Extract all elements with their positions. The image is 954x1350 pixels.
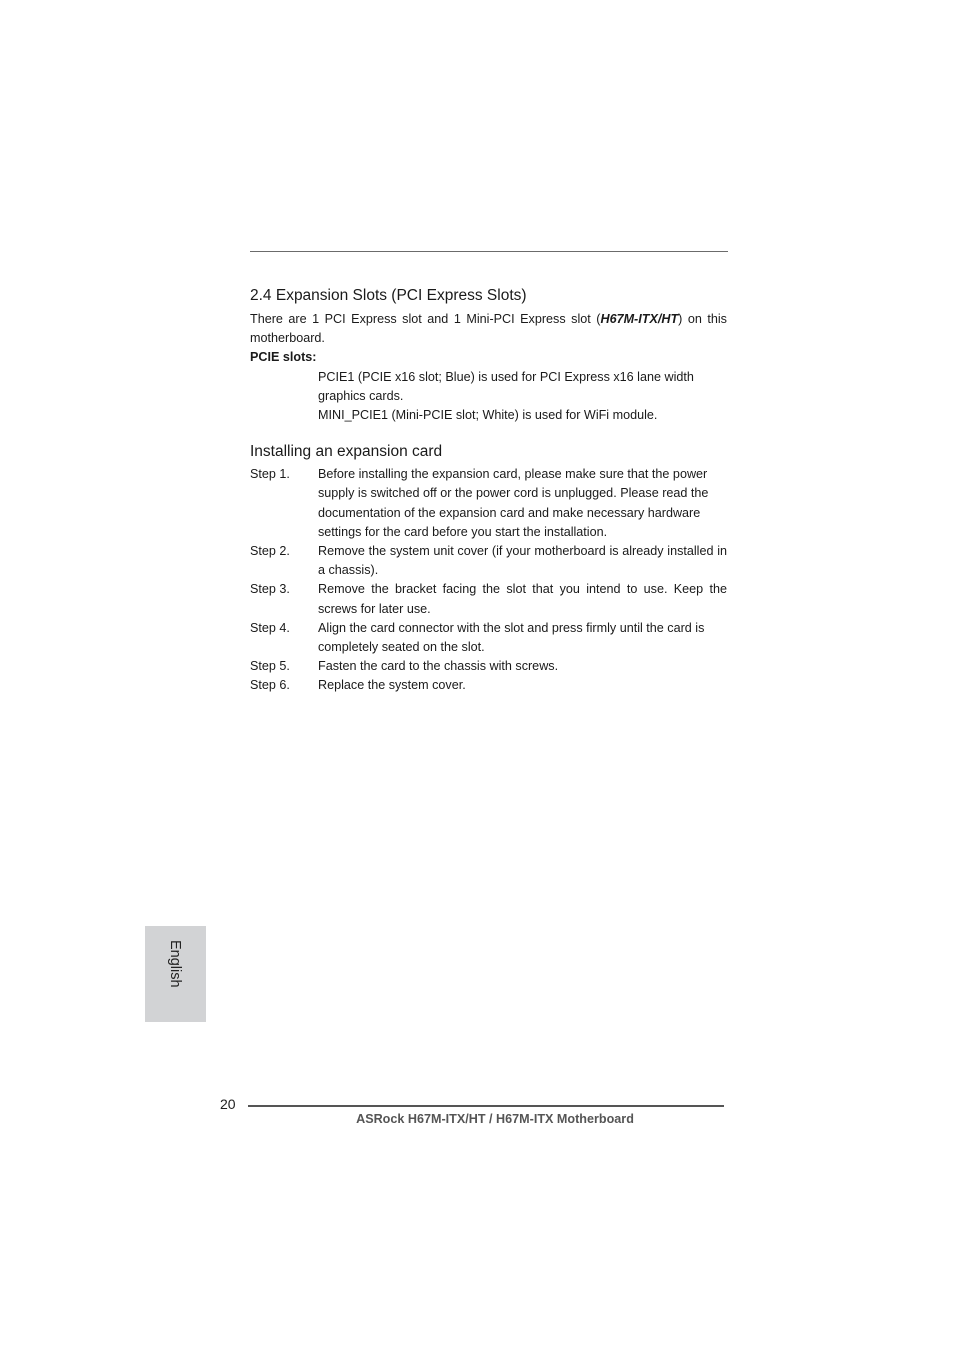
step-6 [250,676,727,695]
step-2 [250,542,727,580]
language-tab-label: English [167,940,183,988]
step-number: Step 6. [250,678,290,693]
step-4 [250,619,727,657]
step-text: Remove the bracket facing the slot that you intend to use. Keep the screws for later use. [318,582,727,616]
footer-rule [248,1105,724,1107]
header-rule [250,251,728,252]
step-number: Step 3. [250,582,290,597]
step-text: Align the card connector with the slot and press firmly until the card is completely seated on the slot. [318,620,705,655]
step-3 [250,580,727,618]
model-name: H67M-ITX/HT [600,312,679,326]
step-text: Before installing the expansion card, please make sure that the power supply is switched off or the power cord is unplugged. Please read the documentation of the expansion card and make necessary hardware settings for the card before you start the installation. [318,467,709,539]
mini-pcie1-description: MINI_PCIE1 (Mini-PCIE slot; White) is used for WiFi module. [318,408,658,423]
main-content [250,286,727,696]
step-1 [250,465,727,542]
intro-text-before: There are 1 PCI Express slot and 1 Mini-PCI Express slot ( [250,312,601,326]
language-tab [145,926,206,1022]
intro-paragraph [250,310,727,348]
page-number: 20 [220,1096,236,1112]
step-number: Step 2. [250,544,290,559]
intro-text-after: ) on this motherboard. [250,312,727,346]
step-5 [250,657,727,676]
step-text: Replace the system cover. [318,678,466,693]
step-text: Remove the system unit cover (if your motherboard is already installed in a chassis). [318,544,727,578]
install-title: Installing an expansion card [250,443,443,461]
step-number: Step 4. [250,620,290,635]
pcie1-description: PCIE1 (PCIE x16 slot; Blue) is used for PCI Express x16 lane width graphics cards. [318,369,694,403]
pcie-slots-label: PCIE slots: [250,350,317,365]
step-number: Step 1. [250,467,290,482]
footer-product-name: ASRock H67M-ITX/HT / H67M-ITX Motherboard [356,1112,634,1126]
section-title: 2.4 Expansion Slots (PCI Express Slots) [250,287,527,304]
step-text: Fasten the card to the chassis with screws. [318,659,559,674]
step-number: Step 5. [250,659,290,674]
